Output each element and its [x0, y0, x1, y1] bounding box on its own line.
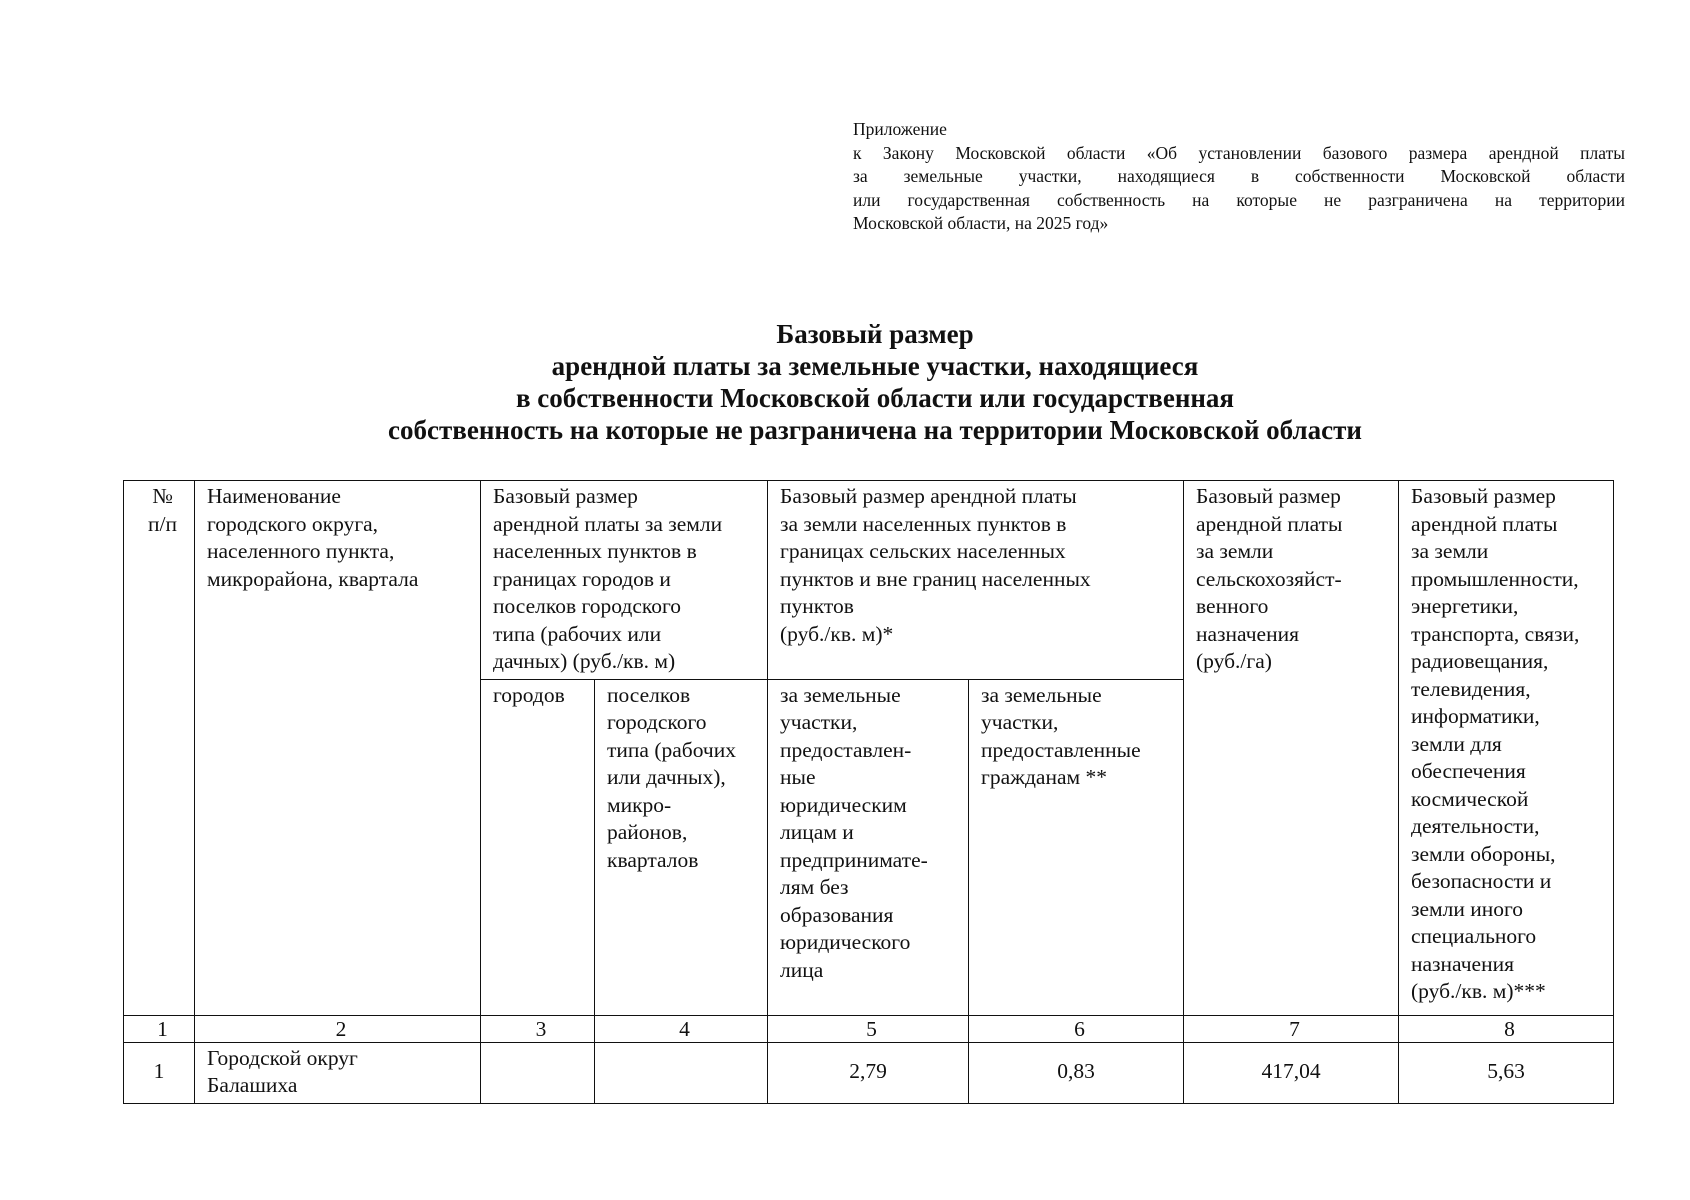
row-name: Городской округ Балашиха [195, 1042, 481, 1103]
header-urban: Базовый размер арендной платы за земли населенных пунктов в границах городов и поселков городского типа (рабочих или дачных) (руб./кв. м) [481, 481, 768, 680]
column-number: 8 [1399, 1015, 1614, 1042]
header-legal: за земельные участки, предоставлен- ные юридическим лицам и предпринимате- лям без образования юридического лица [768, 679, 969, 1015]
row-towns [595, 1042, 768, 1103]
header-towns: поселков городского типа (рабочих или дачных), микро- районов, кварталов [595, 679, 768, 1015]
title-line: арендной платы за земельные участки, находящиеся [551, 351, 1199, 381]
appendix-line: Московской области, на 2025 год» [853, 213, 1109, 233]
column-number: 6 [969, 1015, 1184, 1042]
header-cities: городов [481, 679, 595, 1015]
row-num: 1 [124, 1042, 195, 1103]
header-rural: Базовый размер арендной платы за земли населенных пунктов в границах сельских населенных пунктов и вне границ населенных пунктов (руб./кв. м)* [768, 481, 1184, 680]
header-num: № п/п [124, 481, 195, 1016]
rent-table [123, 480, 1614, 1104]
appendix-line: к Закону Московской области «Об установлении базового размера арендной платы [853, 142, 1625, 163]
row-legal: 2,79 [768, 1042, 969, 1103]
column-number-row [124, 1015, 1614, 1042]
row-industry: 5,63 [1399, 1042, 1614, 1103]
appendix-line: Приложение [853, 119, 947, 139]
appendix-line: за земельные участки, находящиеся в собственности Московской области [853, 166, 1625, 186]
document-title [120, 318, 1630, 446]
header-industry: Базовый размер арендной платы за земли промышленности, энергетики, транспорта, связи, радиовещания, телевидения, информатики, земли для обеспечения космической деятельности, земли обороны, безопасности и земли иного специального назначения (руб./кв. м)*** [1399, 481, 1614, 1016]
header-agri: Базовый размер арендной платы за земли сельскохозяйст- венного назначения (руб./га) [1184, 481, 1399, 1016]
title-line: в собственности Московской области или государственная [515, 383, 1235, 413]
column-number: 3 [481, 1015, 595, 1042]
title-line: собственность на которые не разграничена на территории Московской области [388, 415, 1362, 445]
title-line: Базовый размер [776, 319, 974, 349]
header-name: Наименование городского округа, населенного пункта, микрорайона, квартала [195, 481, 481, 1016]
column-number: 4 [595, 1015, 768, 1042]
row-cities [481, 1042, 595, 1103]
column-number: 7 [1184, 1015, 1399, 1042]
column-number: 2 [195, 1015, 481, 1042]
column-number: 1 [124, 1015, 195, 1042]
appendix-note [853, 118, 1625, 236]
header-row-top [124, 481, 1614, 680]
column-number: 5 [768, 1015, 969, 1042]
header-citizens: за земельные участки, предоставленные гражданам ** [969, 679, 1184, 1015]
row-agri: 417,04 [1184, 1042, 1399, 1103]
row-citizens: 0,83 [969, 1042, 1184, 1103]
table-row [124, 1042, 1614, 1103]
appendix-line: или государственная собственность на которые не разграничена на территории [853, 189, 1625, 210]
